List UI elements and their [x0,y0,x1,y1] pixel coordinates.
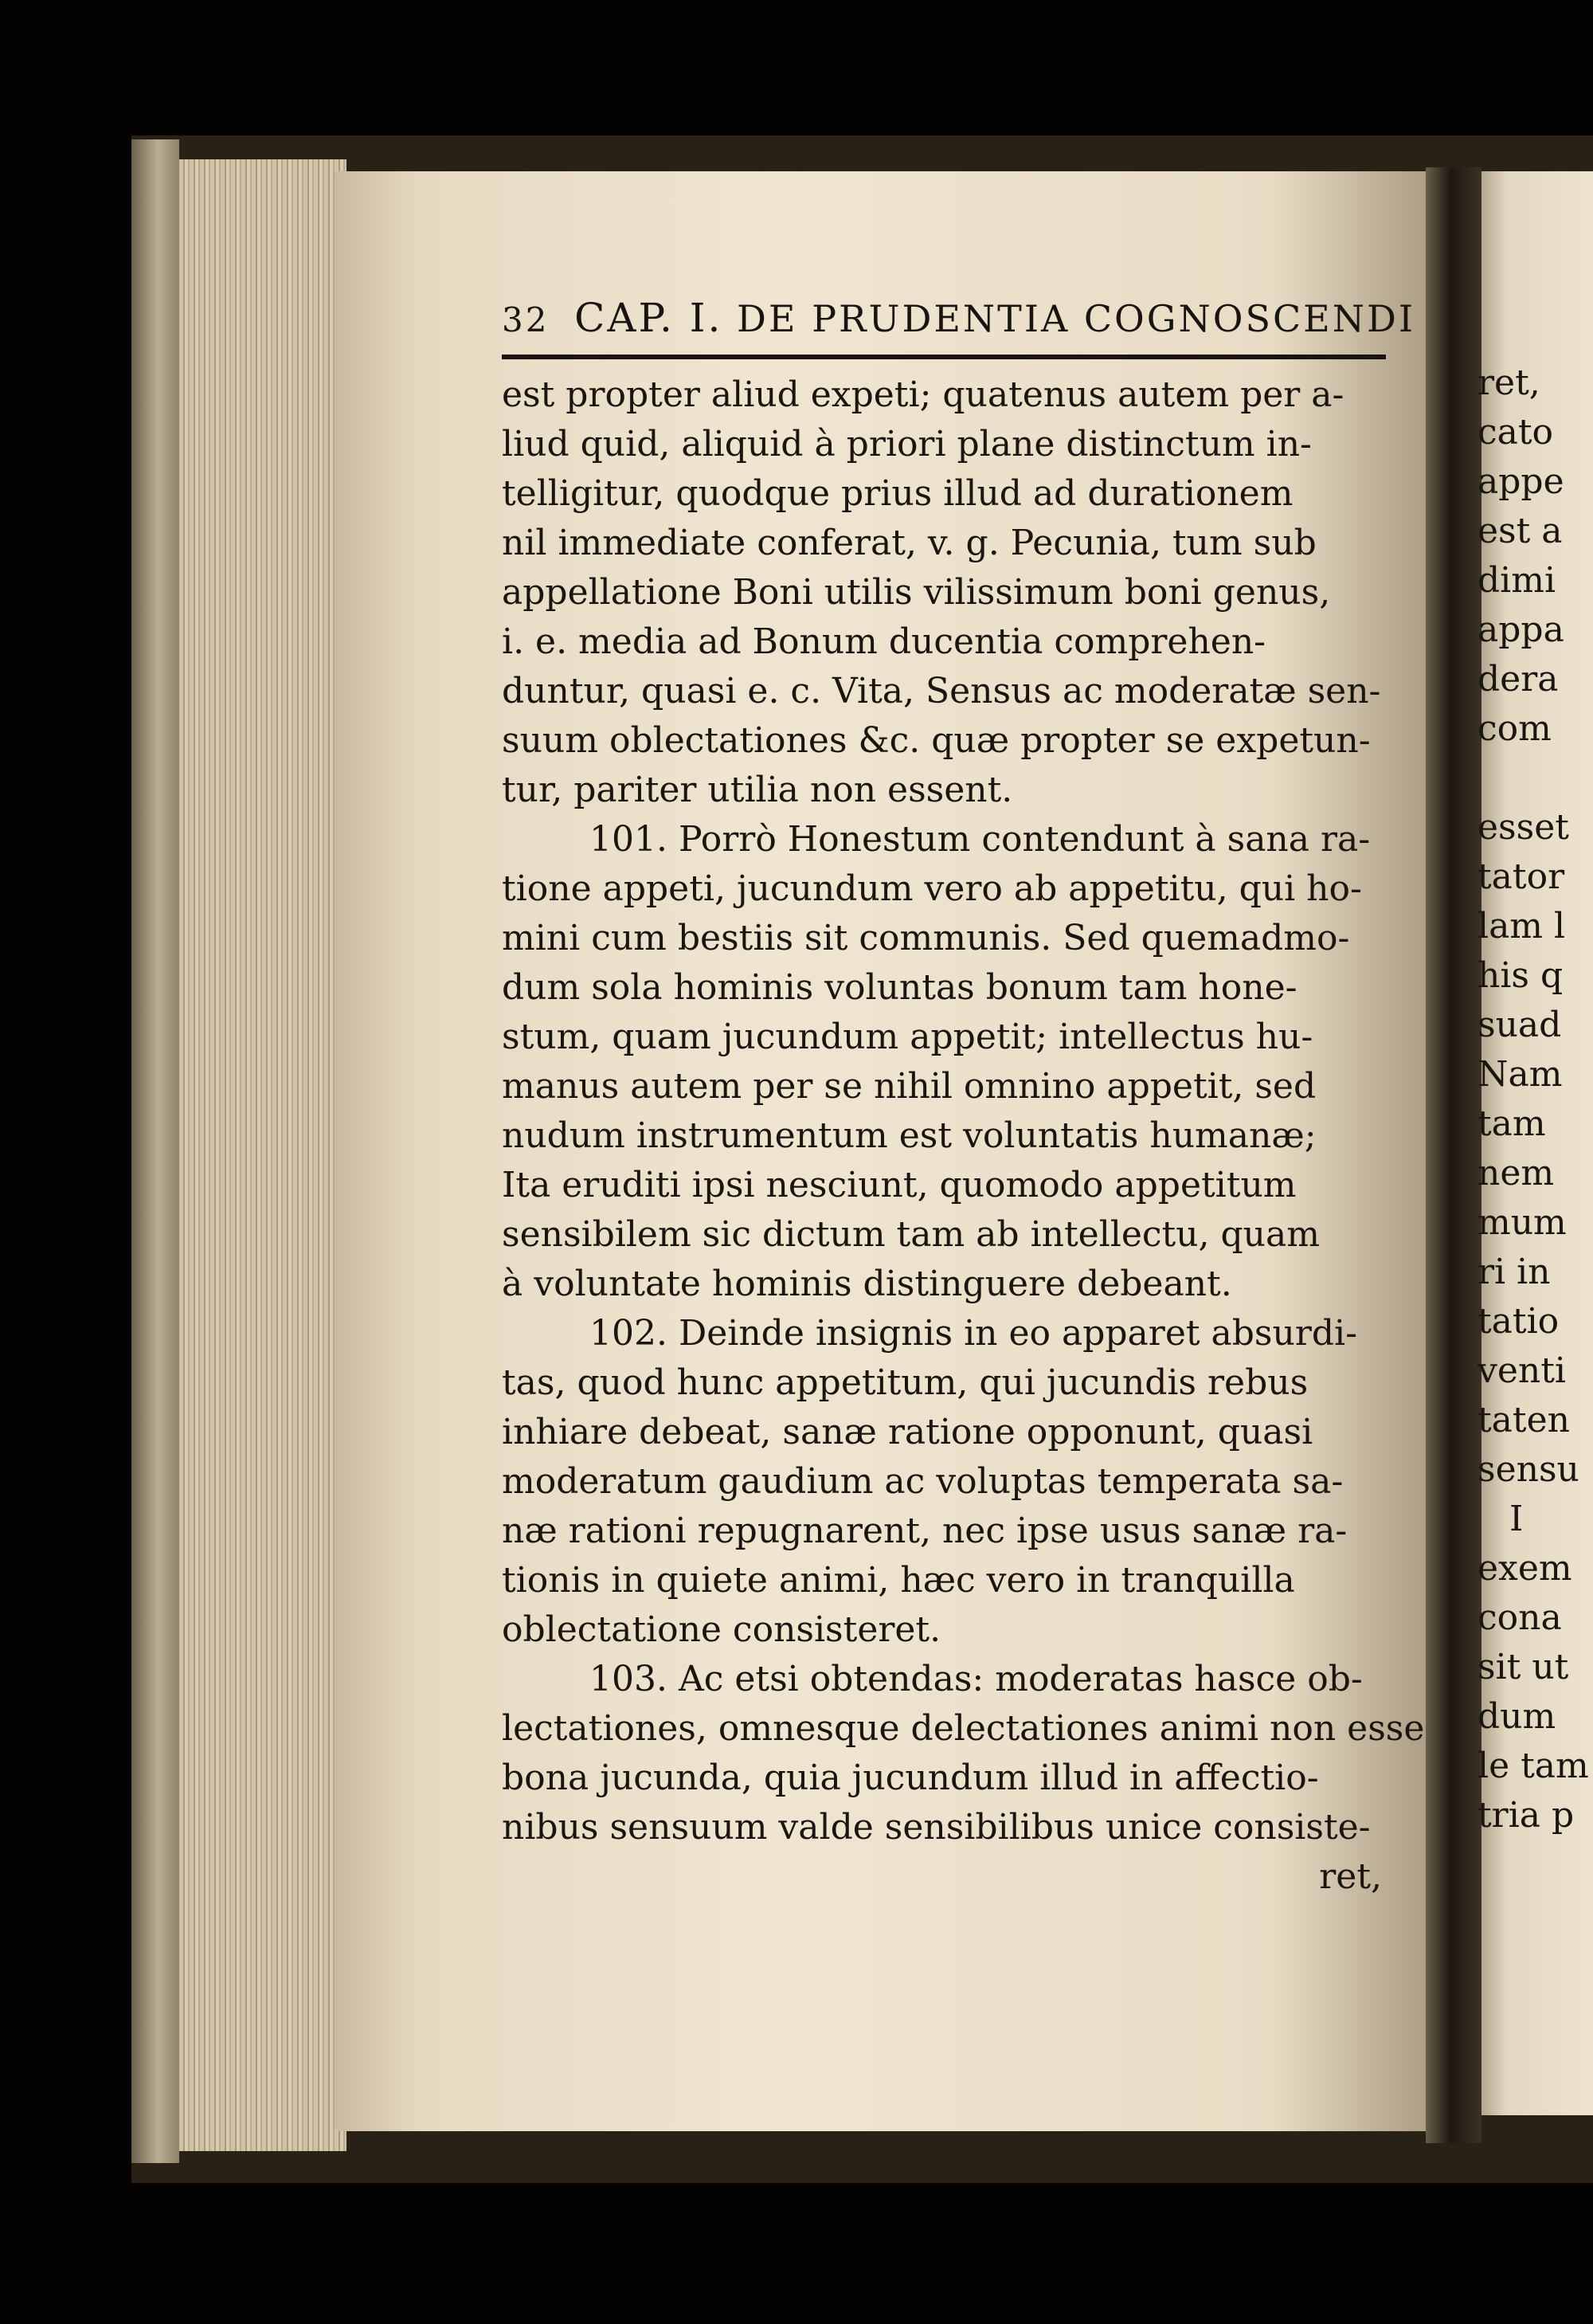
facing-fragment: I [1509,1499,1524,1539]
facing-fragment: cona [1478,1597,1562,1638]
header-rule [502,355,1386,359]
facing-fragment: tam [1478,1103,1546,1144]
facing-fragment: mum [1478,1202,1567,1243]
text-line: tur, pariter utilia non essent. [502,770,1013,810]
facing-fragment: dera [1478,659,1559,700]
facing-fragment: tria p [1478,1795,1575,1836]
facing-fragment: ri in [1478,1252,1551,1292]
facing-fragment: suad [1478,1005,1562,1045]
page-number: 32 [502,300,550,339]
facing-fragment: dum [1478,1696,1556,1737]
facing-fragment: le tam [1478,1746,1589,1786]
text-line: næ rationi repugnarent, nec ipse usus sanæ ra- [502,1511,1348,1551]
text-line: à voluntate hominis distinguere debeant. [502,1264,1232,1304]
facing-fragment: appe [1478,461,1564,502]
facing-fragment: tator [1478,856,1565,897]
facing-fragment: dimi [1478,560,1556,601]
text-line: appellatione Boni utilis vilissimum boni genus, [502,572,1331,613]
facing-fragment: his q [1478,955,1564,996]
paragraph-101-start: 101. Porrò Honestum contendunt à sana ra- [589,819,1371,860]
text-line: dum sola hominis voluntas bonum tam hone- [502,967,1297,1008]
chapter-label: CAP. I. [574,295,723,341]
facing-fragment: sensu [1478,1449,1579,1490]
facing-fragment: Nam [1478,1054,1563,1095]
book-gutter [1426,167,1481,2143]
paragraph-102-start: 102. Deinde insignis in eo apparet absurdi- [589,1313,1357,1354]
text-line: tionis in quiete animi, hæc vero in tranquilla [502,1560,1295,1601]
facing-fragment: esset [1478,807,1569,848]
facing-fragment: exem [1478,1548,1572,1589]
facing-fragment: venti [1478,1350,1566,1391]
facing-fragment: taten [1478,1400,1570,1440]
text-line: manus autem per se nihil omnino appetit, sed [502,1066,1317,1107]
facing-fragment: est a [1478,511,1563,551]
header-title: DE PRUDENTIA COGNOSCENDI [737,297,1416,340]
paragraph-103-start: 103. Ac etsi obtendas: moderatas hasce ob- [589,1659,1363,1699]
text-line: Ita eruditi ipsi nesciunt, quomodo appetitum [502,1165,1297,1205]
text-line: i. e. media ad Bonum ducentia comprehen- [502,621,1266,662]
text-line: stum, quam jucundum appetit; intellectus hu- [502,1017,1313,1057]
facing-fragment: lam l [1478,906,1566,946]
text-line: est propter aliud expeti; quatenus autem per a- [502,374,1344,415]
book-cover-edge [131,139,179,2163]
facing-fragment: ret, [1478,363,1540,403]
body-text [502,370,1426,1902]
text-line: suum oblectationes &c. quæ propter se expetun- [502,720,1371,761]
facing-fragment: tatio [1478,1301,1560,1342]
text-line: inhiare debeat, sanæ ratione opponunt, quasi [502,1412,1313,1452]
text-line: lectationes, omnesque delectationes animi non esse [502,1708,1425,1749]
facing-page-text [1478,359,1593,1840]
text-line: tione appeti, jucundum vero ab appetitu, qui ho- [502,868,1362,909]
facing-fragment: nem [1478,1153,1555,1193]
text-line: bona jucunda, quia jucundum illud in affectio- [502,1758,1319,1798]
text-line: sensibilem sic dictum tam ab intellectu, quam [502,1214,1320,1255]
text-line: mini cum bestiis sit communis. Sed quemadmo- [502,918,1350,958]
facing-fragment: com [1478,708,1552,749]
text-line: tas, quod hunc appetitum, qui jucundis rebus [502,1362,1309,1403]
text-line: telligitur, quodque prius illud ad durationem [502,473,1294,514]
text-line: nudum instrumentum est voluntatis humanæ; [502,1115,1317,1156]
facing-fragment: cato [1478,412,1554,453]
text-line: moderatum gaudium ac voluptas temperata sa- [502,1461,1344,1502]
text-line: oblectatione consisteret. [502,1609,941,1650]
running-header [502,295,1416,351]
text-line: nil immediate conferat, v. g. Pecunia, tum sub [502,523,1317,563]
facing-fragment: sit ut [1478,1647,1569,1687]
facing-fragment: appa [1478,609,1564,650]
text-line: duntur, quasi e. c. Vita, Sensus ac moderatæ sen- [502,671,1381,711]
page-edges [179,159,346,2151]
facing-blank-line [1478,754,1593,803]
catchword: ret, [1319,1856,1382,1897]
text-line: liud quid, aliquid à priori plane distinctum in- [502,424,1312,464]
text-line: nibus sensuum valde sensibilibus unice consiste- [502,1807,1371,1848]
